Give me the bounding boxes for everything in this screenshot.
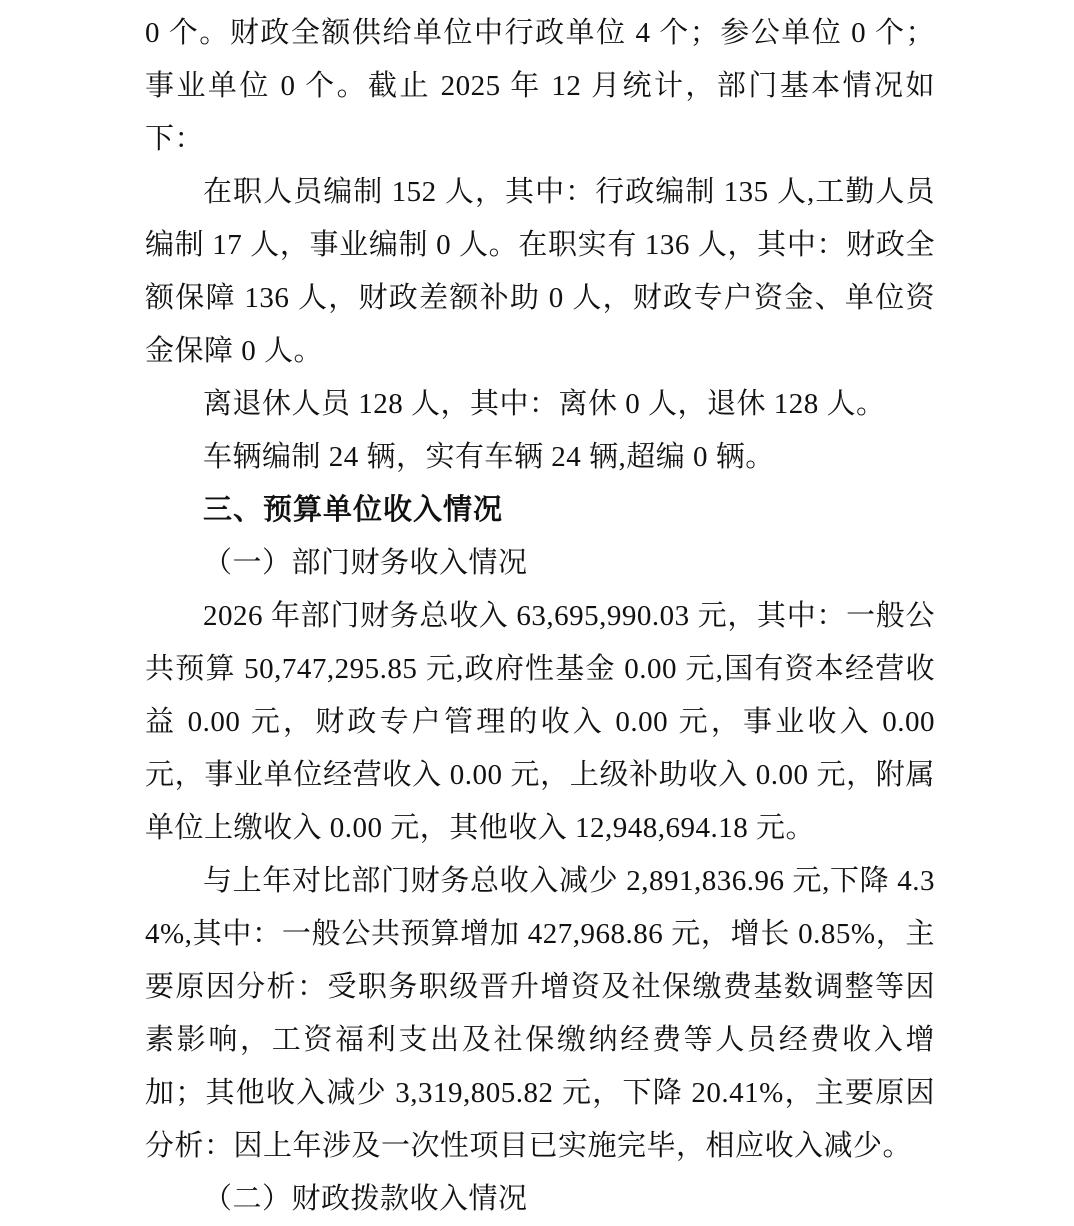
sub-heading-fiscal-appropriation-income: （二）财政拨款收入情况 — [203, 1183, 528, 1215]
paragraph-total-income-breakdown: 2026 年部门财务总收入 63,695,990.03 元，其中：一般公共预算 50,747,295.85 元,政府性基金 0.00 元,国有资本经营收益 0.00 元，财政专户管理的收入 0.00 元，事业收入 0.00 元，事业单位经营收入 0.00 元，上级补助收入 0.00 元，附属单位上缴收入 0.00 元，其他收入 12,948,694.18 元。 — [145, 600, 935, 844]
sub-heading-department-financial-income: （一）部门财务收入情况 — [203, 547, 528, 579]
paragraph-retirees: 离退休人员 128 人，其中：离休 0 人，退休 128 人。 — [203, 388, 886, 420]
paragraph-vehicles: 车辆编制 24 辆，实有车辆 24 辆,超编 0 辆。 — [203, 441, 775, 473]
paragraph-year-over-year-comparison: 与上年对比部门财务总收入减少 2,891,836.96 元,下降 4.34%,其中：一般公共预算增加 427,968.86 元，增长 0.85%，主要原因分析：受职务职级晋升增资及社保缴费基数调整等因素影响，工资福利支出及社保缴纳经费等人员经费收入增加；其他收入减少 3,319,805.82 元，下降 20.41%，主要原因分析：因上年涉及一次性项目已实施完毕，相应收入减少。 — [145, 865, 935, 1162]
document-body — [145, 7, 935, 1226]
paragraph-staffing: 在职人员编制 152 人，其中：行政编制 135 人,工勤人员编制 17 人，事业编制 0 人。在职实有 136 人，其中：财政全额保障 136 人，财政差额补助 0 人，财政专户资金、单位资金保障 0 人。 — [145, 176, 935, 367]
section-heading-income-overview: 三、预算单位收入情况 — [203, 494, 504, 526]
paragraph-unit-counts-continuation: 0 个。财政全额供给单位中行政单位 4 个；参公单位 0 个；事业单位 0 个。截止 2025 年 12 月统计，部门基本情况如下： — [145, 17, 935, 155]
